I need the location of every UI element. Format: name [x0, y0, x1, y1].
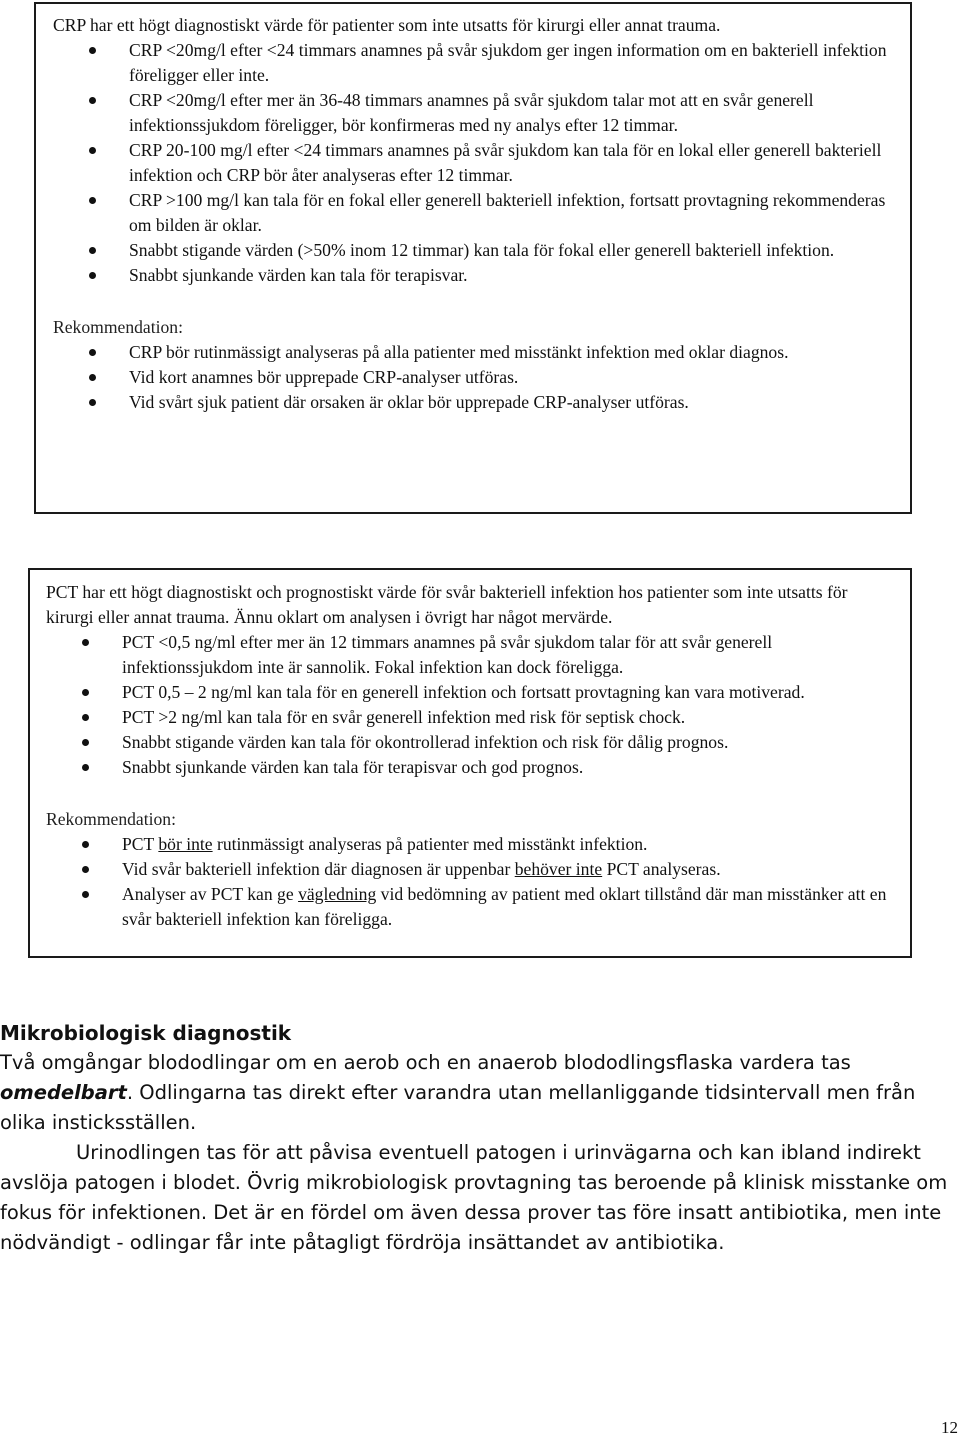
- microbiology-section: [0, 1018, 960, 1258]
- crp-rec-bullet: Vid svårt sjuk patient där orsaken är oklar bör upprepade CRP-analyser utföras.: [53, 390, 900, 415]
- pct-rec3-text: Analyser av PCT kan ge: [122, 884, 299, 904]
- crp-bullet: CRP >100 mg/l kan tala för en fokal eller generell bakteriell infektion, fortsatt provtagning rekommenderas om bilden är oklar.: [53, 188, 900, 238]
- pct-recommendation-list: [46, 832, 896, 932]
- pct-bullet: PCT 0,5 – 2 ng/ml kan tala för en generell infektion och fortsatt provtagning kan vara motiverad.: [46, 680, 896, 705]
- crp-rec-bullet: CRP bör rutinmässigt analyseras på alla patienter med misstänkt infektion med oklar diagnos.: [53, 340, 900, 365]
- pct-rec2-text-end: PCT analyseras.: [602, 859, 721, 879]
- pct-rec-bullet: [46, 857, 896, 882]
- pct-info-box: [28, 568, 912, 958]
- pct-rec1-text-end: rutinmässigt analyseras på patienter med misstänkt infektion.: [212, 834, 648, 854]
- pct-rec2-text: Vid svår bakteriell infektion där diagnosen är uppenbar: [122, 859, 515, 879]
- pct-intro: PCT har ett högt diagnostiskt och prognostiskt värde för svår bakteriell infektion hos patienter som inte utsatts för kirurgi eller annat trauma. Ännu oklart om analysen i övrigt har något mervärde.: [46, 582, 848, 627]
- crp-bullet-list: [53, 38, 900, 288]
- pct-bullet: Snabbt stigande värden kan tala för okontrollerad infektion och risk för dålig prognos.: [46, 730, 896, 755]
- crp-bullet: CRP <20mg/l efter <24 timmars anamnes på svår sjukdom ger ingen information om en bakteriell infektion föreligger eller inte.: [53, 38, 900, 88]
- pct-rec3-text-end: vid bedömning av patient med oklart tillstånd där man misstänker att en svår bakteriell infektion kan föreligga.: [122, 884, 887, 929]
- p1-text-end: . Odlingarna tas direkt efter varandra utan mellanliggande tidsintervall men från olika insticksställen.: [0, 1081, 916, 1134]
- microbiology-heading: Mikrobiologisk diagnostik: [0, 1021, 292, 1045]
- pct-rec2-underlined: behöver inte: [514, 859, 603, 879]
- p1-emphasis: omedelbart: [0, 1081, 127, 1104]
- crp-recommendation-label: Rekommendation:: [53, 317, 183, 337]
- pct-bullet: PCT <0,5 ng/ml efter mer än 12 timmars anamnes på svår sjukdom talar för att svår generell infektionssjukdom inte är sannolik. Fokal infektion kan dock föreligga.: [46, 630, 896, 680]
- p1-text: Två omgångar blododlingar om en aerob och en anaerob blododlingsflaska vardera tas: [0, 1051, 851, 1074]
- pct-bullet: PCT >2 ng/ml kan tala för en svår generell infektion med risk för septisk chock.: [46, 705, 896, 730]
- crp-bullet: CRP 20-100 mg/l efter <24 timmars anamnes på svår sjukdom kan tala för en lokal eller generell bakteriell infektion och CRP bör åter analyseras efter 12 timmar.: [53, 138, 900, 188]
- crp-intro: CRP har ett högt diagnostiskt värde för patienter som inte utsatts för kirurgi eller annat trauma.: [53, 15, 721, 35]
- page-number: 12: [941, 1418, 958, 1437]
- crp-bullet: CRP <20mg/l efter mer än 36-48 timmars anamnes på svår sjukdom talar mot att en svår generell infektionssjukdom föreligger, bör konfirmeras med ny analys efter 12 timmar.: [53, 88, 900, 138]
- pct-box-content: [46, 580, 896, 932]
- crp-info-box: [34, 2, 912, 514]
- pct-rec1-underlined: bör inte: [158, 834, 213, 854]
- pct-rec-bullet: [46, 832, 896, 857]
- crp-box-content: [53, 13, 900, 415]
- microbiology-paragraph-2: Urinodlingen tas för att påvisa eventuell patogen i urinvägarna och kan ibland indirekt avslöja patogen i blodet. Övrig mikrobiologisk provtagning tas beroende på klinisk misstanke om fokus för infektionen. Det är en fördel om även dessa prover tas före insatt antibiotika, men inte nödvändigt - odlingar får inte påtagligt fördröja insättandet av antibiotika.: [0, 1141, 948, 1254]
- pct-rec1-text: PCT: [122, 834, 159, 854]
- crp-bullet: Snabbt stigande värden (>50% inom 12 timmar) kan tala för fokal eller generell bakteriell infektion.: [53, 238, 900, 263]
- pct-rec-bullet: [46, 882, 896, 932]
- pct-recommendation-label: Rekommendation:: [46, 809, 176, 829]
- pct-bullet: Snabbt sjunkande värden kan tala för terapisvar och god prognos.: [46, 755, 896, 780]
- pct-rec3-underlined: vägledning: [298, 884, 377, 904]
- microbiology-paragraph-1: [0, 1048, 960, 1138]
- crp-recommendation-list: [53, 340, 900, 415]
- crp-rec-bullet: Vid kort anamnes bör upprepade CRP-analyser utföras.: [53, 365, 900, 390]
- pct-bullet-list: [46, 630, 896, 780]
- crp-bullet: Snabbt sjunkande värden kan tala för terapisvar.: [53, 263, 900, 288]
